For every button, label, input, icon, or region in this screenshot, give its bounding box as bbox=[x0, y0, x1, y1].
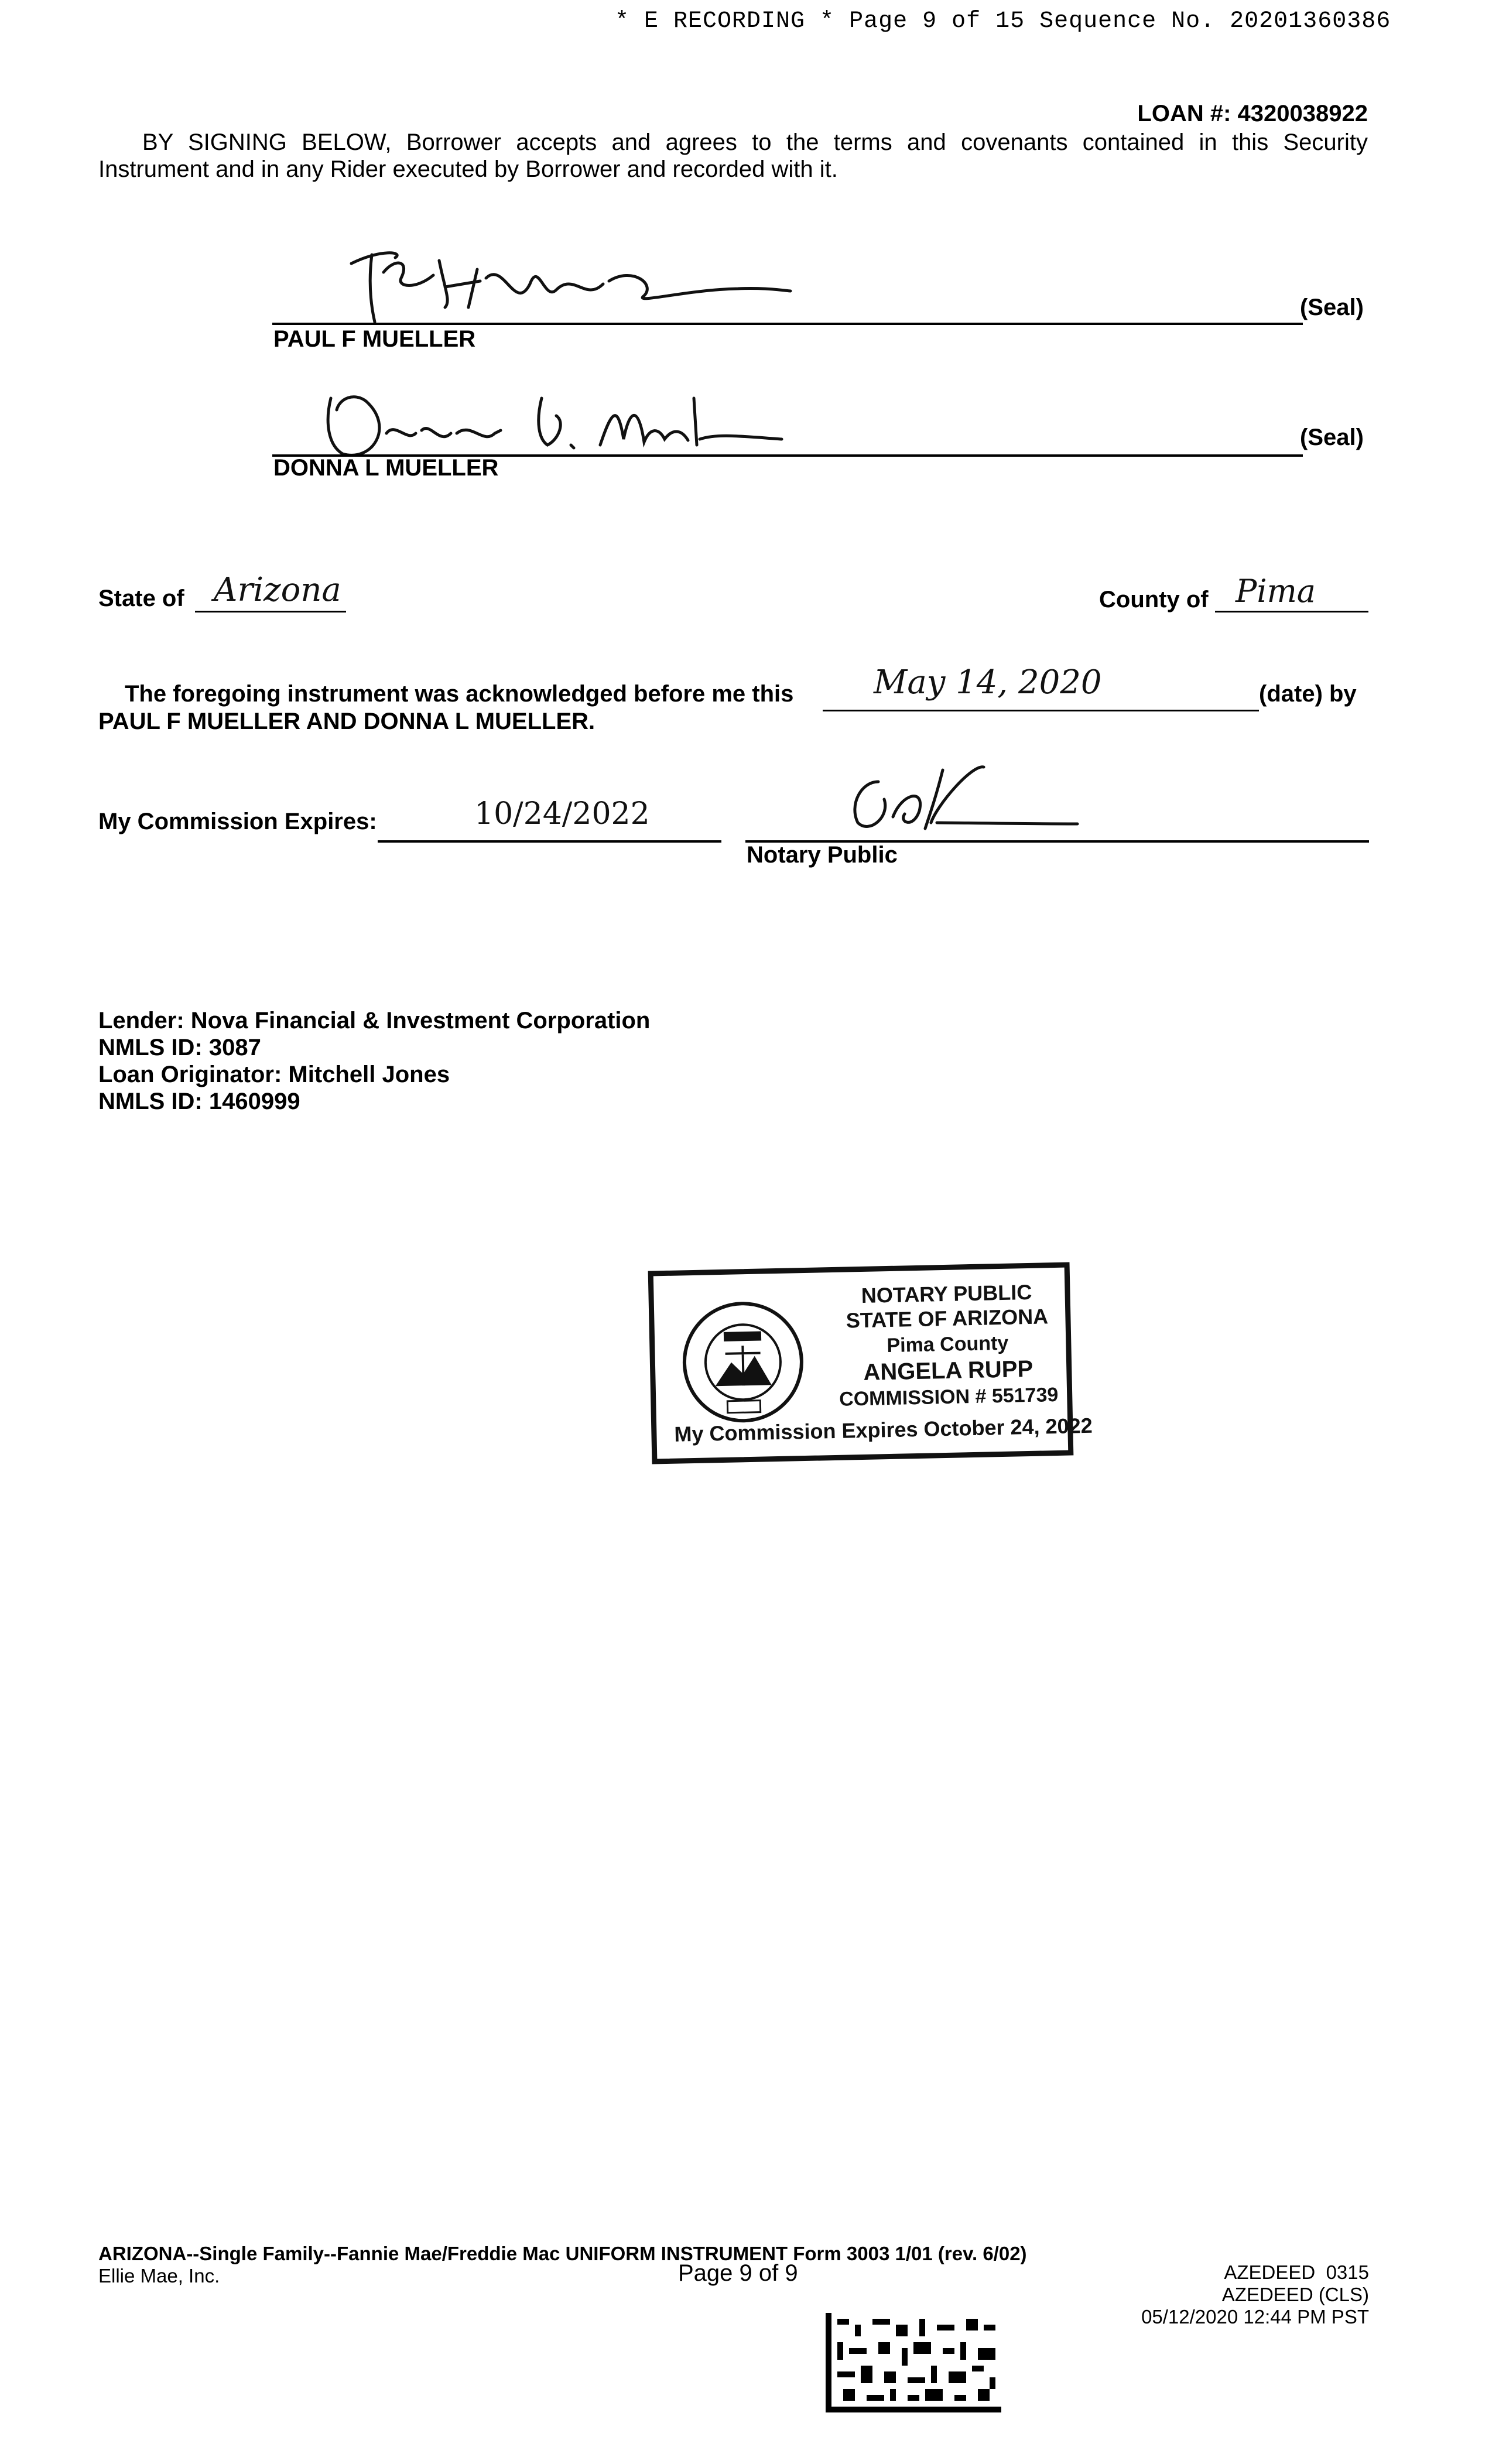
stamp-line-2: STATE OF ARIZONA bbox=[846, 1304, 1049, 1333]
loan-number bbox=[1137, 101, 1368, 127]
acknowledgment-date: May 14, 2020 bbox=[874, 663, 1102, 701]
barcode-icon bbox=[826, 2313, 1001, 2412]
signature-paul bbox=[328, 225, 796, 325]
loan-originator: Loan Originator: Mitchell Jones bbox=[98, 1062, 450, 1087]
date-line bbox=[823, 710, 1259, 711]
intro-line-2: Instrument and in any Rider executed by Borrower and recorded with it. bbox=[98, 156, 838, 182]
commission-line bbox=[378, 840, 721, 843]
state-value: Arizona bbox=[214, 571, 341, 609]
footer-page-number: Page 9 of 9 bbox=[678, 2260, 798, 2286]
state-seal-icon bbox=[677, 1296, 809, 1428]
lender-nmls: NMLS ID: 3087 bbox=[98, 1035, 261, 1060]
seal-label-donna: (Seal) bbox=[1300, 425, 1364, 450]
date-suffix: (date) by bbox=[1259, 681, 1357, 707]
notary-stamp bbox=[648, 1262, 1093, 1464]
county-label: County of bbox=[1099, 587, 1209, 612]
notary-signature bbox=[837, 758, 1083, 840]
signer-name-paul: PAUL F MUELLER bbox=[273, 326, 476, 352]
stamp-line-3: Pima County bbox=[887, 1332, 1009, 1357]
footer-code-1: AZEDEED 0315 bbox=[1224, 2261, 1369, 2283]
recording-header: * E RECORDING * Page 9 of 15 Sequence No. 20201360386 bbox=[615, 8, 1391, 35]
footer-code-2: AZEDEED (CLS) bbox=[1221, 2284, 1369, 2305]
notary-public-label: Notary Public bbox=[747, 842, 898, 868]
intro-paragraph bbox=[98, 129, 1368, 183]
footer-form-line: ARIZONA--Single Family--Fannie Mae/Freddie Mac UNIFORM INSTRUMENT Form 3003 1/01 (rev. 6/02) bbox=[98, 2243, 1027, 2264]
signature-line-paul bbox=[272, 323, 1303, 325]
acknowledgment-statement: The foregoing instrument was acknowledged before me this bbox=[125, 681, 794, 707]
signer-name-donna: DONNA L MUELLER bbox=[273, 455, 499, 481]
lender-name: Lender: Nova Financial & Investment Corporation bbox=[98, 1008, 651, 1033]
stamp-line-6: My Commission Expires October 24, 2022 bbox=[674, 1413, 1093, 1446]
loan-label: LOAN #: bbox=[1137, 101, 1231, 126]
footer-timestamp: 05/12/2020 12:44 PM PST bbox=[1141, 2306, 1369, 2328]
footer-vendor: Ellie Mae, Inc. bbox=[98, 2265, 220, 2287]
intro-line-1: BY SIGNING BELOW, Borrower accepts and agrees to the terms and covenants contained in this Security bbox=[142, 129, 1368, 155]
seal-label-paul: (Seal) bbox=[1300, 295, 1364, 320]
signature-donna bbox=[307, 375, 788, 463]
county-line bbox=[1215, 611, 1368, 612]
commission-label: My Commission Expires: bbox=[98, 809, 377, 834]
stamp-line-4: ANGELA RUPP bbox=[863, 1356, 1033, 1385]
lender-info bbox=[98, 1007, 650, 1115]
state-line bbox=[195, 611, 346, 612]
state-label: State of bbox=[98, 586, 184, 611]
stamp-line-1: NOTARY PUBLIC bbox=[861, 1279, 1032, 1308]
commission-value: 10/24/2022 bbox=[474, 796, 650, 831]
acknowledged-parties: PAUL F MUELLER AND DONNA L MUELLER. bbox=[98, 709, 596, 734]
county-value: Pima bbox=[1236, 573, 1316, 610]
stamp-line-5: COMMISSION # 551739 bbox=[839, 1383, 1059, 1411]
loan-value: 4320038922 bbox=[1237, 101, 1368, 126]
originator-nmls: NMLS ID: 1460999 bbox=[98, 1089, 300, 1114]
